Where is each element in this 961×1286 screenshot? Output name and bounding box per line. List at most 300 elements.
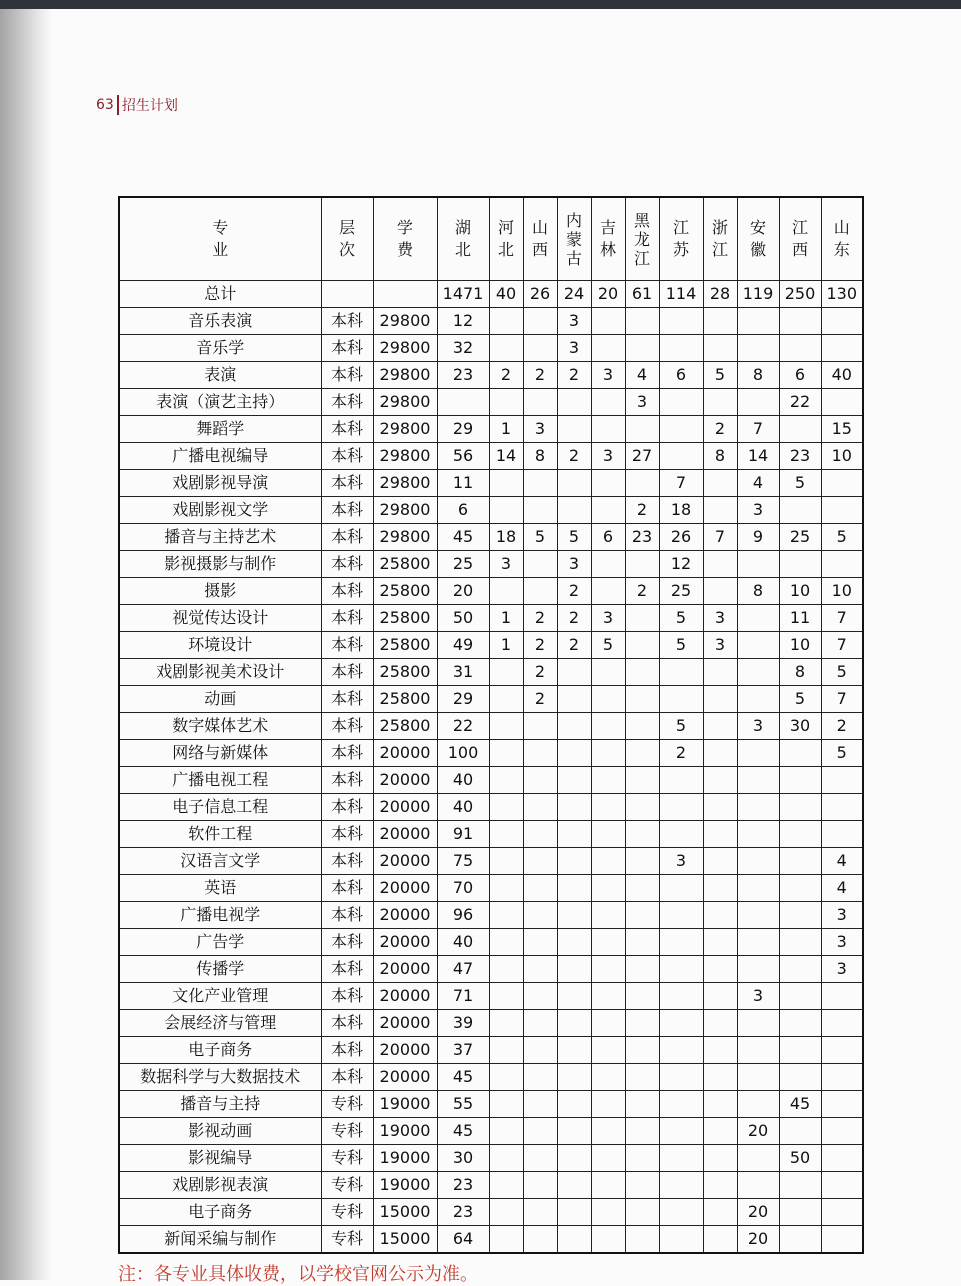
level-cell: 本科 [321, 983, 373, 1010]
quota-cell [557, 848, 591, 875]
quota-cell [523, 578, 557, 605]
major-cell: 电子商务 [119, 1199, 321, 1226]
quota-cell [779, 1037, 821, 1064]
level-cell: 本科 [321, 416, 373, 443]
quota-cell [821, 308, 863, 335]
quota-cell: 71 [437, 983, 489, 1010]
quota-cell: 3 [557, 335, 591, 362]
quota-cell: 10 [821, 443, 863, 470]
quota-cell: 8 [523, 443, 557, 470]
quota-cell: 2 [659, 740, 703, 767]
page-header [96, 95, 178, 115]
quota-cell [659, 1118, 703, 1145]
level-cell: 本科 [321, 551, 373, 578]
quota-cell [557, 686, 591, 713]
tuition-cell: 25800 [373, 605, 437, 632]
quota-cell [523, 929, 557, 956]
quota-cell: 114 [659, 281, 703, 308]
quota-cell: 23 [779, 443, 821, 470]
level-cell: 本科 [321, 443, 373, 470]
quota-cell [737, 335, 779, 362]
table-row [119, 1064, 863, 1091]
quota-cell: 2 [703, 416, 737, 443]
quota-cell [737, 605, 779, 632]
quota-cell [821, 1118, 863, 1145]
quota-cell [557, 659, 591, 686]
quota-cell [523, 821, 557, 848]
quota-cell [659, 416, 703, 443]
quota-cell: 4 [625, 362, 659, 389]
quota-cell [779, 821, 821, 848]
quota-cell: 7 [821, 632, 863, 659]
column-header-char: 古 [565, 248, 582, 268]
quota-cell: 24 [557, 281, 591, 308]
quota-cell [523, 1172, 557, 1199]
table-row [119, 1226, 863, 1254]
quota-cell [821, 1172, 863, 1199]
quota-cell: 45 [437, 524, 489, 551]
quota-cell [523, 740, 557, 767]
quota-cell [703, 1010, 737, 1037]
column-header-char: 北 [497, 240, 514, 259]
quota-cell: 14 [737, 443, 779, 470]
tuition-cell: 25800 [373, 659, 437, 686]
quota-cell [557, 929, 591, 956]
level-cell: 本科 [321, 767, 373, 794]
quota-cell [489, 740, 523, 767]
column-header-char: 业 [212, 240, 229, 259]
quota-cell [821, 497, 863, 524]
quota-cell [659, 902, 703, 929]
tuition-cell: 25800 [373, 578, 437, 605]
tuition-cell: 20000 [373, 1064, 437, 1091]
tuition-cell: 29800 [373, 524, 437, 551]
quota-cell [821, 1145, 863, 1172]
quota-cell [779, 1199, 821, 1226]
column-header [557, 197, 591, 281]
tuition-cell: 20000 [373, 1010, 437, 1037]
quota-cell [523, 308, 557, 335]
quota-cell: 20 [437, 578, 489, 605]
quota-cell [659, 389, 703, 416]
column-header-char: 山 [833, 218, 850, 237]
level-cell: 本科 [321, 929, 373, 956]
column-header-char: 山 [531, 218, 548, 237]
quota-cell [625, 902, 659, 929]
tuition-cell: 20000 [373, 983, 437, 1010]
table-header [119, 197, 863, 281]
quota-cell [489, 659, 523, 686]
quota-cell [557, 821, 591, 848]
quota-cell: 10 [821, 578, 863, 605]
tuition-cell: 29800 [373, 389, 437, 416]
level-cell: 专科 [321, 1172, 373, 1199]
column-header [737, 197, 779, 281]
quota-cell [489, 1118, 523, 1145]
table-row [119, 470, 863, 497]
table-row [119, 767, 863, 794]
level-cell: 本科 [321, 956, 373, 983]
quota-cell [821, 1064, 863, 1091]
quota-cell [523, 875, 557, 902]
tuition-cell: 29800 [373, 335, 437, 362]
quota-cell [737, 1064, 779, 1091]
tuition-cell: 29800 [373, 443, 437, 470]
quota-cell [737, 1172, 779, 1199]
quota-cell [737, 875, 779, 902]
quota-cell [625, 956, 659, 983]
quota-cell [737, 389, 779, 416]
quota-cell: 2 [523, 605, 557, 632]
quota-cell [591, 1010, 625, 1037]
table-row [119, 794, 863, 821]
quota-cell [557, 956, 591, 983]
quota-cell [779, 1064, 821, 1091]
quota-cell: 5 [591, 632, 625, 659]
major-cell: 动画 [119, 686, 321, 713]
quota-cell [703, 821, 737, 848]
table-row [119, 740, 863, 767]
quota-cell [779, 1226, 821, 1254]
quota-cell: 25 [659, 578, 703, 605]
table-row [119, 1145, 863, 1172]
section-title: 招生计划 [121, 98, 178, 114]
quota-cell: 7 [821, 605, 863, 632]
quota-cell [557, 1037, 591, 1064]
quota-cell [779, 1010, 821, 1037]
quota-cell [557, 983, 591, 1010]
quota-cell: 50 [779, 1145, 821, 1172]
quota-cell: 5 [779, 686, 821, 713]
quota-cell [703, 1118, 737, 1145]
column-header-char: 层 [338, 218, 355, 237]
quota-cell [557, 1226, 591, 1254]
quota-cell [489, 902, 523, 929]
enrollment-plan-table [118, 196, 864, 1254]
quota-cell: 14 [489, 443, 523, 470]
quota-cell [523, 1037, 557, 1064]
column-header [659, 197, 703, 281]
quota-cell: 8 [779, 659, 821, 686]
quota-cell [489, 1172, 523, 1199]
quota-cell: 18 [489, 524, 523, 551]
quota-cell: 56 [437, 443, 489, 470]
quota-cell [659, 1037, 703, 1064]
quota-cell [703, 1199, 737, 1226]
major-cell: 表演 [119, 362, 321, 389]
quota-cell: 3 [557, 551, 591, 578]
table-row [119, 578, 863, 605]
quota-cell: 5 [821, 659, 863, 686]
quota-cell: 5 [779, 470, 821, 497]
tuition-cell: 20000 [373, 794, 437, 821]
quota-cell [625, 686, 659, 713]
quota-cell: 64 [437, 1226, 489, 1254]
quota-cell [779, 848, 821, 875]
header-divider [117, 95, 119, 115]
quota-cell: 10 [779, 632, 821, 659]
quota-cell [489, 335, 523, 362]
table-body [119, 281, 863, 1254]
quota-cell [737, 632, 779, 659]
quota-cell [489, 956, 523, 983]
quota-cell: 1 [489, 632, 523, 659]
quota-cell: 3 [591, 362, 625, 389]
quota-cell [821, 335, 863, 362]
quota-cell [625, 1064, 659, 1091]
table-row [119, 902, 863, 929]
quota-cell: 6 [591, 524, 625, 551]
quota-cell [489, 794, 523, 821]
quota-cell [591, 794, 625, 821]
quota-cell [591, 1172, 625, 1199]
quota-cell [779, 551, 821, 578]
quota-cell: 29 [437, 416, 489, 443]
quota-cell [821, 470, 863, 497]
tuition-cell: 29800 [373, 308, 437, 335]
quota-cell: 12 [659, 551, 703, 578]
quota-cell [489, 929, 523, 956]
quota-cell [489, 848, 523, 875]
level-cell: 本科 [321, 389, 373, 416]
quota-cell: 26 [523, 281, 557, 308]
quota-cell: 23 [437, 1199, 489, 1226]
quota-cell: 12 [437, 308, 489, 335]
table-row [119, 389, 863, 416]
column-header-char: 东 [833, 240, 850, 259]
quota-cell [489, 308, 523, 335]
quota-cell [703, 1226, 737, 1254]
quota-cell [489, 713, 523, 740]
quota-cell [625, 821, 659, 848]
quota-cell [591, 821, 625, 848]
level-cell: 本科 [321, 713, 373, 740]
quota-cell [659, 686, 703, 713]
quota-cell: 2 [557, 443, 591, 470]
quota-cell [737, 794, 779, 821]
major-cell: 广播电视编导 [119, 443, 321, 470]
quota-cell [703, 659, 737, 686]
tuition-cell [373, 281, 437, 308]
table-row [119, 1172, 863, 1199]
quota-cell: 39 [437, 1010, 489, 1037]
quota-cell: 4 [821, 848, 863, 875]
quota-cell [591, 713, 625, 740]
quota-cell [557, 497, 591, 524]
quota-cell [821, 1199, 863, 1226]
quota-cell [659, 794, 703, 821]
quota-cell [625, 1145, 659, 1172]
column-header-char: 江 [672, 218, 689, 237]
quota-cell [821, 767, 863, 794]
quota-cell [557, 1118, 591, 1145]
quota-cell: 20 [737, 1226, 779, 1254]
table-row [119, 443, 863, 470]
quota-cell [737, 740, 779, 767]
quota-cell [625, 470, 659, 497]
tuition-cell: 20000 [373, 848, 437, 875]
major-cell: 摄影 [119, 578, 321, 605]
major-cell: 电子信息工程 [119, 794, 321, 821]
quota-cell: 5 [523, 524, 557, 551]
major-cell: 舞蹈学 [119, 416, 321, 443]
major-cell: 戏剧影视文学 [119, 497, 321, 524]
table-row [119, 497, 863, 524]
quota-cell [779, 983, 821, 1010]
column-header-char: 林 [599, 240, 616, 259]
quota-cell [779, 308, 821, 335]
quota-cell [737, 659, 779, 686]
column-header-char: 黑 [633, 210, 650, 230]
quota-cell: 61 [625, 281, 659, 308]
quota-cell [523, 335, 557, 362]
quota-cell [625, 1091, 659, 1118]
quota-cell [557, 389, 591, 416]
quota-cell: 119 [737, 281, 779, 308]
quota-cell [625, 848, 659, 875]
column-header-char: 吉 [599, 218, 616, 237]
major-cell: 戏剧影视美术设计 [119, 659, 321, 686]
quota-cell: 3 [489, 551, 523, 578]
quota-cell: 7 [659, 470, 703, 497]
quota-cell [557, 1199, 591, 1226]
column-header-char: 学 [396, 218, 413, 237]
quota-cell [703, 902, 737, 929]
quota-cell: 30 [437, 1145, 489, 1172]
column-header-char: 江 [633, 248, 650, 268]
quota-cell [557, 1010, 591, 1037]
quota-cell: 3 [523, 416, 557, 443]
quota-cell [557, 1145, 591, 1172]
quota-cell [703, 497, 737, 524]
quota-cell [659, 983, 703, 1010]
quota-cell [737, 308, 779, 335]
table-row [119, 1010, 863, 1037]
major-cell: 汉语言文学 [119, 848, 321, 875]
major-cell: 传播学 [119, 956, 321, 983]
quota-cell [591, 659, 625, 686]
quota-cell [557, 713, 591, 740]
major-cell: 影视摄影与制作 [119, 551, 321, 578]
tuition-cell: 19000 [373, 1091, 437, 1118]
tuition-cell: 29800 [373, 497, 437, 524]
quota-cell [625, 929, 659, 956]
quota-cell [489, 1010, 523, 1037]
column-header-char: 费 [396, 240, 413, 259]
column-header-char: 次 [338, 240, 355, 259]
quota-cell [821, 1010, 863, 1037]
quota-cell: 26 [659, 524, 703, 551]
quota-cell [659, 1064, 703, 1091]
quota-cell: 6 [437, 497, 489, 524]
column-header [703, 197, 737, 281]
quota-cell: 8 [703, 443, 737, 470]
quota-cell [523, 1091, 557, 1118]
major-cell: 会展经济与管理 [119, 1010, 321, 1037]
level-cell: 本科 [321, 902, 373, 929]
table-row [119, 1118, 863, 1145]
quota-cell [659, 1172, 703, 1199]
quota-cell [489, 1226, 523, 1254]
major-cell: 广播电视工程 [119, 767, 321, 794]
level-cell: 本科 [321, 848, 373, 875]
table-row [119, 362, 863, 389]
column-header-char: 安 [749, 218, 766, 237]
quota-cell [779, 875, 821, 902]
major-cell: 英语 [119, 875, 321, 902]
quota-cell: 1 [489, 416, 523, 443]
quota-cell [625, 308, 659, 335]
level-cell: 本科 [321, 1037, 373, 1064]
quota-cell [659, 443, 703, 470]
quota-cell [591, 1037, 625, 1064]
quota-cell: 130 [821, 281, 863, 308]
major-cell: 新闻采编与制作 [119, 1226, 321, 1254]
quota-cell: 3 [591, 443, 625, 470]
column-header [373, 197, 437, 281]
table-row [119, 416, 863, 443]
major-cell: 影视编导 [119, 1145, 321, 1172]
quota-cell: 31 [437, 659, 489, 686]
quota-cell [557, 902, 591, 929]
quota-cell [523, 497, 557, 524]
quota-cell [523, 1010, 557, 1037]
quota-cell [659, 875, 703, 902]
quota-cell [591, 470, 625, 497]
table-row [119, 713, 863, 740]
quota-cell [625, 659, 659, 686]
quota-cell: 3 [703, 632, 737, 659]
quota-cell [779, 794, 821, 821]
column-header-char: 江 [791, 218, 808, 237]
column-header-char: 专 [212, 218, 229, 237]
level-cell: 专科 [321, 1199, 373, 1226]
quota-cell: 3 [625, 389, 659, 416]
quota-cell [821, 1226, 863, 1254]
quota-cell: 40 [489, 281, 523, 308]
quota-cell [591, 740, 625, 767]
quota-cell: 23 [625, 524, 659, 551]
column-header-char: 西 [791, 240, 808, 259]
quota-cell [821, 983, 863, 1010]
quota-cell: 9 [737, 524, 779, 551]
quota-cell: 5 [659, 605, 703, 632]
quota-cell: 75 [437, 848, 489, 875]
quota-cell: 40 [437, 794, 489, 821]
quota-cell [737, 767, 779, 794]
table-row [119, 686, 863, 713]
quota-cell: 30 [779, 713, 821, 740]
page-number: 63 [96, 97, 114, 113]
quota-cell [489, 767, 523, 794]
quota-cell [489, 1064, 523, 1091]
quota-cell [557, 767, 591, 794]
quota-cell [821, 821, 863, 848]
quota-cell [779, 767, 821, 794]
quota-cell [779, 416, 821, 443]
quota-cell [659, 767, 703, 794]
tuition-cell: 20000 [373, 767, 437, 794]
quota-cell [591, 578, 625, 605]
quota-cell: 6 [659, 362, 703, 389]
quota-cell [821, 1037, 863, 1064]
quota-cell [625, 1226, 659, 1254]
quota-cell [591, 848, 625, 875]
quota-cell [625, 767, 659, 794]
major-cell: 广告学 [119, 929, 321, 956]
table-row [119, 821, 863, 848]
quota-cell: 5 [703, 362, 737, 389]
